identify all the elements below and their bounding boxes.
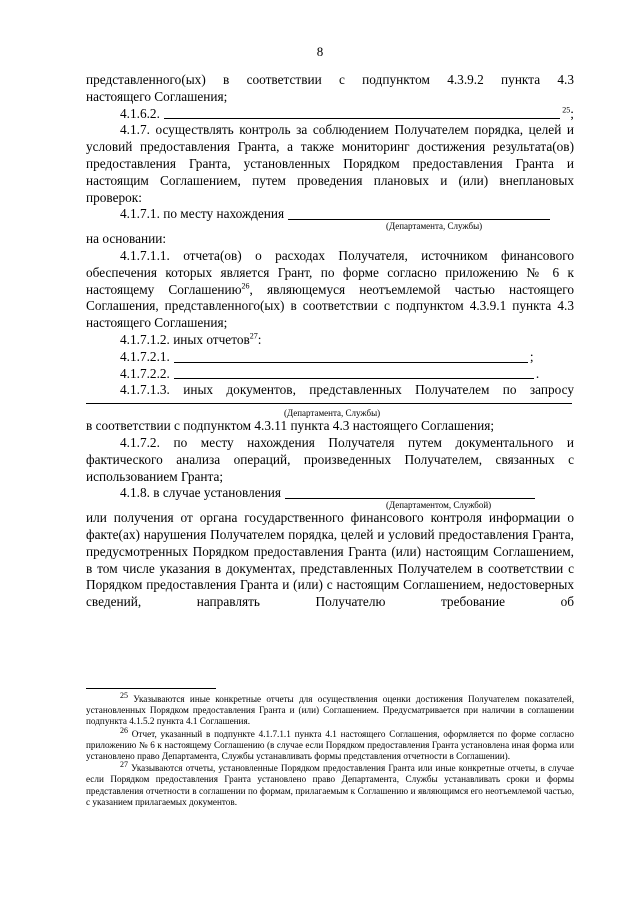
clause-4-1-6-2-label: 4.1.6.2. (120, 105, 160, 121)
clause-4-1-7-2: 4.1.7.2. по месту нахождения Получателя путем документального и фактического анализа операций, произведенных Получателем, связанных с использованием Гранта; (86, 434, 574, 484)
paragraph-continuation-line1: представленного(ых) в соответствии с подпунктом 4.3.9.2 пункта 4.3 (86, 72, 574, 87)
clause-4-1-6-2-end (562, 106, 574, 123)
footnote-separator (86, 688, 216, 689)
footnote-ref-26: 26 (241, 281, 250, 291)
caption-department-service: (Департамента, Службы) (386, 221, 483, 232)
clause-4-1-7-1-3-continuation: в соответствии с подпунктом 4.3.11 пункта 4.3 настоящего Соглашения; (86, 418, 495, 434)
footnote-27 (86, 760, 574, 808)
blank-line (174, 377, 534, 379)
clause-4-1-8-continuation: или получения от органа государственного финансового контроля информации о факте(ах) нарушения Получателем порядка, целей и условий предоставления Гранта, предусмотренных Порядком предоставления Гранта (или) настоящим Соглашением, в том числе указания в документах, представленных Получателем в соответствии с Порядком предоставления Гранта и (или) с настоящим Соглашением, недостоверных сведений, направлять Получателю требование об (86, 510, 574, 610)
clause-4-1-7-1-2 (86, 332, 574, 349)
caption-department-service-2: (Департамента, Службы) (284, 408, 381, 419)
clause-4-1-7-1-1-text-b: , являющемуся неотъемлемой частью настоящего Соглашения, представленного(ых) в соответствии с подпунктом 4.3.9.1 пункта 4.3 настоящего Соглашения; (86, 281, 575, 331)
caption-department-service-3: (Департаментом, Службой) (386, 500, 492, 511)
blank-line (285, 497, 535, 499)
clause-4-1-7: 4.1.7. осуществлять контроль за соблюдением Получателем порядка, целей и условий предоставления Гранта, а также мониторинг достижения результата(ов) предоставления Гранта, установленных Порядком предоставления Гранта и настоящим Соглашением, путем проведения плановых и (или) внеплановых проверок: (86, 122, 574, 205)
footnote-ref-27: 27 (249, 331, 258, 341)
footnote-26-text: Отчет, указанный в подпункте 4.1.7.1.1 пункта 4.1 настоящего Соглашения, оформляется по форме согласно приложению № 6 к настоящему Соглашению (в случае если Порядком предоставления Гранта установлена иная форма или установлено право Департамента, Службы устанавливать формы представления отчетности в Соглашении). (86, 728, 575, 762)
clause-4-1-7-2-2-label: 4.1.7.2.2. (120, 365, 170, 381)
clause-4-1-7-2-2 (86, 366, 574, 383)
blank-line (288, 218, 550, 220)
clause-4-1-6-2-punct: ; (570, 105, 574, 121)
paragraph-continuation-line2: настоящего Соглашения; (86, 88, 228, 104)
footnote-25-text: Указываются иные конкретные отчеты для осуществления оценки достижения Получателем показателей, установленных Порядком предоставления Гранта и (или) Соглашением. Предусматривается при наличии в соглашении подпункта 4.1.5.2 пункта 4.1 Соглашения. (86, 694, 574, 727)
footnote-26 (86, 725, 575, 763)
clause-4-1-7-1-label: 4.1.7.1. по месту нахождения (120, 206, 285, 222)
blank-line (164, 117, 560, 119)
footnote-26-marker: 26 (120, 725, 128, 735)
clause-4-1-7-2-1 (86, 349, 574, 366)
clause-4-1-7-2-1-label: 4.1.7.2.1. (120, 348, 170, 364)
clause-4-1-7-1-2-colon: : (257, 331, 262, 347)
request-blank (86, 402, 574, 407)
clause-4-1-7-2-2-end: . (535, 365, 540, 381)
clause-4-1-6-2 (86, 106, 574, 123)
clause-4-1-7-1-3: 4.1.7.1.3. иных документов, представленных Получателем по запросу (120, 382, 574, 398)
blank-line (174, 361, 528, 363)
page-number: 8 (316, 44, 324, 59)
document-body (86, 72, 574, 611)
footnote-27-marker: 27 (120, 760, 128, 770)
footnote-25 (86, 690, 574, 728)
clause-4-1-7-1-2-text: 4.1.7.1.2. иных отчетов (120, 331, 250, 347)
blank-line (86, 402, 572, 404)
clause-4-1-8-label: 4.1.8. в случае установления (120, 485, 282, 501)
clause-4-1-7-2-1-end: ; (529, 348, 534, 364)
footnote-ref-25: 25 (562, 105, 571, 115)
footnotes (86, 690, 575, 809)
basis-line: на основании: (86, 231, 167, 247)
clause-4-1-7-1-1 (86, 248, 574, 332)
footnote-25-marker: 25 (120, 690, 128, 700)
clause-4-1-7-1-1-text-a: 4.1.7.1.1. отчета(ов) о расходах Получателя, источником финансового обеспечения которых является Грант, по форме согласно приложению № 6 к настоящему Соглашению (86, 247, 574, 297)
footnote-27-text: Указываются отчеты, установленные Порядком предоставления Гранта или иные конкретные отчеты, в случае если Порядком предоставления Гранта установлено право Департамента, Службы устанавливать сроки и формы представления отчетности в соглашении по формам, прилагаемым к Соглашению и являющимся его неотъемлемой частью, с указанием прилагаемых документов. (86, 763, 574, 807)
